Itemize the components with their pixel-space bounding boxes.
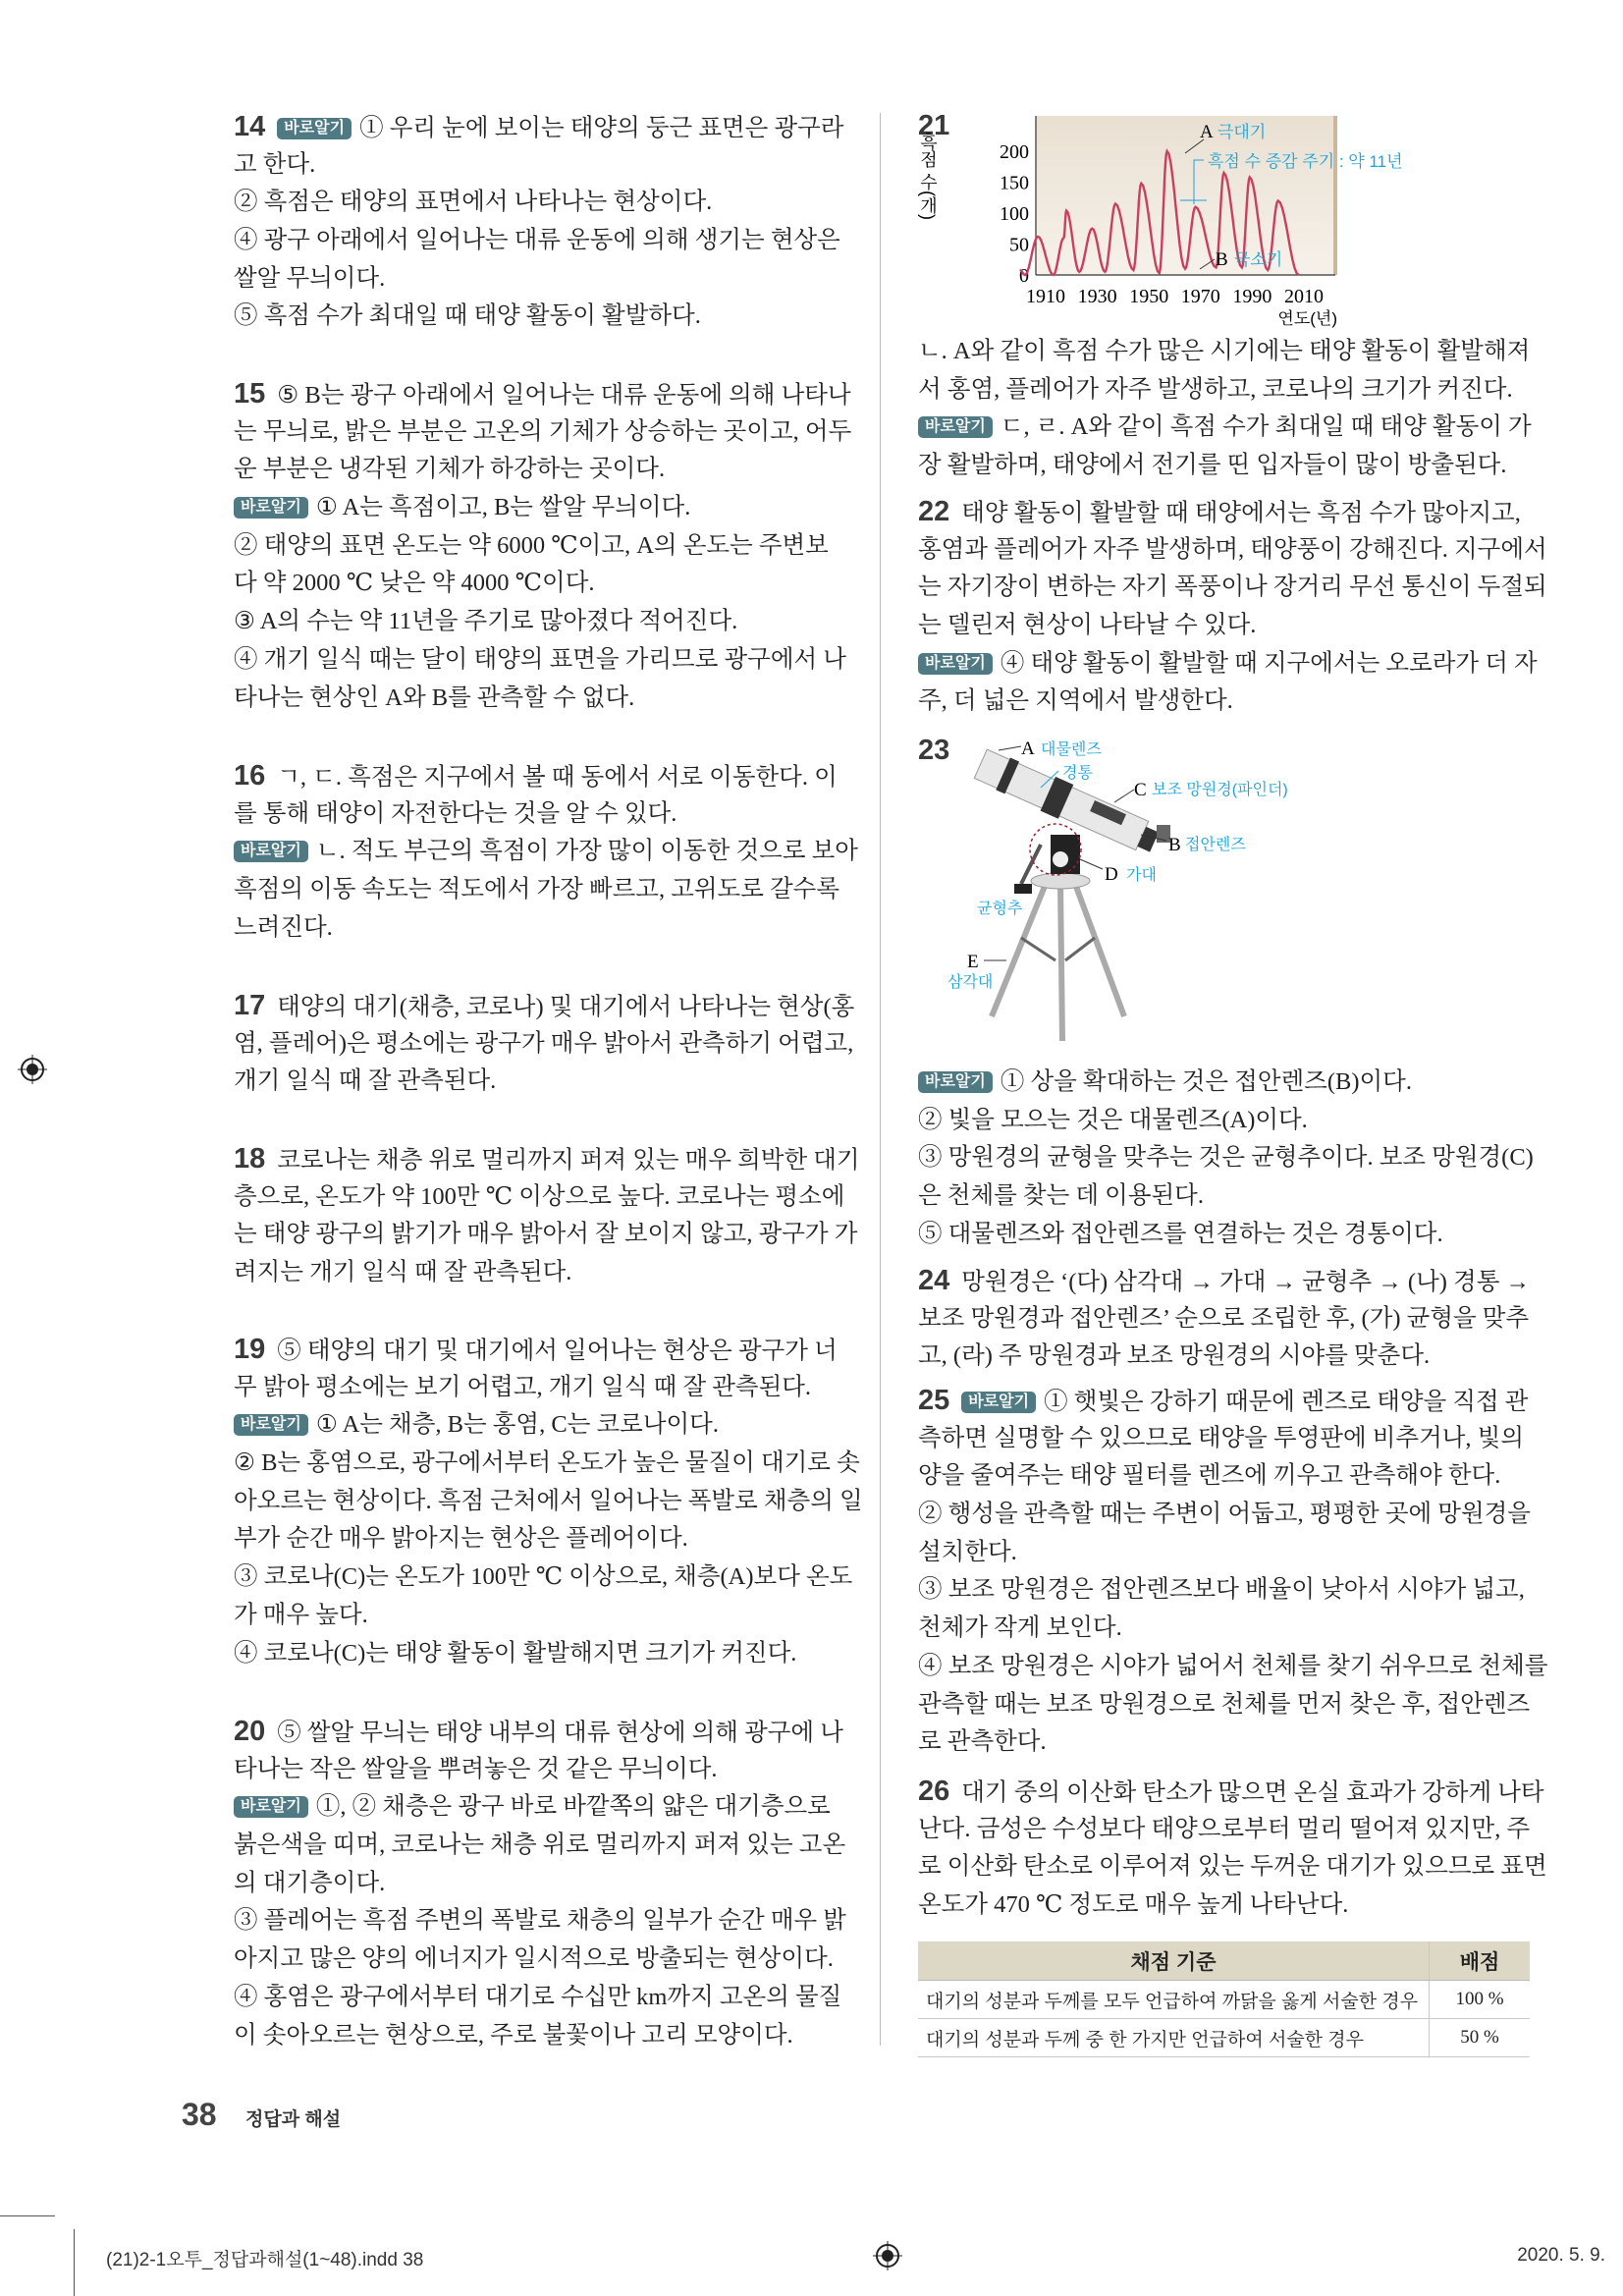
line-text: ⑤ B는 광구 아래에서 일어나는 대류 운동에 의해 나타나	[277, 382, 851, 409]
text-line	[918, 1571, 1532, 1610]
text-line	[918, 531, 1547, 570]
crop-mark	[0, 2215, 55, 2216]
text-line	[234, 833, 858, 871]
x-tick-label: 2010	[1284, 286, 1324, 307]
table-row	[918, 1981, 1530, 2019]
text-line	[234, 2017, 852, 2055]
correction-badge: 바로알기	[918, 416, 993, 438]
answer-18	[234, 1140, 860, 1292]
line-text: 로 관측한다.	[918, 1728, 1047, 1756]
line-text: ㄴ. A와 같이 흑점 수가 많은 시기에는 태양 활동이 활발해져	[918, 338, 1531, 364]
line-text: ② 태양의 표면 온도는 약 6000 ℃이고, A의 온도는 주변보	[234, 531, 829, 559]
text-line	[234, 1865, 852, 1903]
text-line	[918, 1420, 1532, 1458]
text-line	[918, 1064, 1532, 1102]
sunspot-chart	[913, 98, 1463, 334]
line-text: ㄴ. 적도 부근의 흑점이 가장 많이 이동한 것으로 보아	[315, 838, 858, 865]
text-line	[234, 489, 852, 527]
text-line	[918, 1848, 1547, 1886]
line-text: 양을 줄여주는 태양 필터를 렌즈에 끼우고 관측해야 한다.	[918, 1462, 1501, 1490]
correction-badge: 바로알기	[961, 1392, 1036, 1413]
line-text: 측하면 실명할 수 있으므로 태양을 투영판에 비추거나, 빛의	[918, 1424, 1525, 1451]
text-line	[234, 1751, 852, 1789]
line-text: 가 매우 높다.	[234, 1601, 368, 1628]
text-line	[918, 1338, 1532, 1376]
correction-badge: 바로알기	[234, 497, 308, 519]
question-number: 15	[234, 378, 266, 410]
text-line	[234, 1445, 860, 1483]
answer-26	[918, 1773, 1547, 1925]
x-tick-label: 1970	[1180, 286, 1220, 307]
line-text: 흑점의 이동 속도는 적도에서 가장 빠르고, 고위도로 갈수록	[234, 876, 840, 903]
line-text: ⑤ 태양의 대기 및 대기에서 일어나는 현상은 광구가 너	[277, 1338, 838, 1364]
text-line	[918, 683, 1532, 721]
line-text: 온도가 470 ℃ 정도로 매우 높게 나타난다.	[918, 1891, 1349, 1919]
period-label: 흑점 수 증감 주기 : 약 11년	[1208, 152, 1403, 171]
crop-mark	[74, 2229, 75, 2296]
c-pointer	[1114, 790, 1134, 802]
line-text: ① 우리 눈에 보이는 태양의 둥근 표면은 광구라	[359, 115, 844, 141]
answer-17	[234, 987, 855, 1101]
line-text: ② 행성을 관측할 때는 주변이 어둡고, 평평한 곳에 망원경을	[918, 1501, 1531, 1528]
text-line	[234, 1406, 852, 1445]
line-text: 설치한다.	[918, 1538, 1017, 1565]
text-line	[234, 1558, 852, 1597]
line-text: ③ 망원경의 균형을 맞추는 것은 균형추이다. 보조 망원경(C)	[918, 1144, 1534, 1172]
text-line	[918, 607, 1532, 645]
line-text: ② 빛을 모으는 것은 대물렌즈(A)이다.	[918, 1106, 1308, 1133]
y-tick-label: 200	[1000, 141, 1029, 163]
text-line	[234, 1254, 852, 1292]
text-line	[234, 1597, 852, 1635]
correction-badge: 바로알기	[277, 118, 352, 139]
file-slug: (21)2-1오투_정답과해설(1~48).indd 38	[106, 2250, 424, 2270]
text-line	[234, 1713, 852, 1751]
text-line	[234, 298, 852, 336]
question-number: 24	[918, 1265, 950, 1296]
line-text: 는 무늬로, 밝은 부분은 고온의 기체가 상승하는 곳이고, 어두	[234, 417, 852, 445]
line-text: ④ 홍염은 광구에서부터 대기로 수십만 km까지 고온의 물질	[234, 1983, 842, 2010]
correction-badge: 바로알기	[918, 1071, 993, 1093]
question-number: 16	[234, 760, 266, 792]
line-text: 타나는 작은 쌀알을 뿌려놓은 것 같은 무늬이다.	[234, 1755, 718, 1782]
text-line	[234, 527, 852, 566]
text-line	[234, 757, 852, 795]
text-line	[234, 108, 852, 146]
text-line	[234, 222, 852, 260]
text-line	[918, 1648, 1548, 1686]
text-line	[234, 603, 852, 641]
page-number: 38	[182, 2097, 217, 2132]
line-text: ⑤ 흑점 수가 최대일 때 태양 활동이 활발하다.	[234, 302, 701, 330]
text-line	[234, 641, 852, 680]
question-number: 26	[918, 1776, 950, 1807]
text-line	[234, 1178, 852, 1217]
answer-21-number: 21	[918, 110, 950, 141]
line-text: 이 솟아오르는 현상으로, 주로 불꽃이나 고리 모양이다.	[234, 2021, 793, 2049]
header-points: 배점	[1430, 1941, 1531, 1981]
line-text: 고 한다.	[234, 150, 316, 178]
counterweight-label: 균형추	[977, 901, 1023, 917]
line-text: 염, 플레어)은 평소에는 광구가 매우 밝아서 관측하기 어렵고,	[234, 1029, 854, 1057]
tripod-label: 삼각대	[947, 974, 994, 991]
question-number: 14	[234, 111, 266, 142]
print-date: 2020. 5. 9.	[1517, 2245, 1605, 2266]
text-line	[234, 260, 852, 299]
text-line	[234, 987, 855, 1025]
line-text: 무 밝아 평소에는 보기 어렵고, 개기 일식 때 잘 관측된다.	[234, 1373, 812, 1400]
text-line	[234, 146, 852, 185]
line-text: ④ 코로나(C)는 태양 활동이 활발해지면 크기가 커진다.	[234, 1639, 797, 1667]
x-tick-label: 1950	[1129, 286, 1169, 307]
line-text: 장 활발하며, 태양에서 전기를 띤 입자들이 많이 방출된다.	[918, 452, 1507, 479]
criteria-cell: 대기의 성분과 두께를 모두 언급하여 까닭을 옳게 서술한 경우	[918, 1981, 1430, 2019]
answer-23-number: 23	[918, 735, 950, 766]
line-text: ㄱ, ㄷ. 흑점은 지구에서 볼 때 동에서 서로 이동한다. 이	[277, 764, 838, 791]
text-line	[918, 1139, 1532, 1177]
text-line	[234, 1827, 852, 1865]
line-text: 로 이산화 탄소로 이루어져 있는 두꺼운 대기가 있으므로 표면	[918, 1853, 1547, 1881]
text-line	[234, 1063, 852, 1101]
tripod-head	[1031, 873, 1090, 889]
text-line	[234, 909, 852, 948]
y-tick-label: 50	[1009, 234, 1029, 256]
scoring-table	[918, 1941, 1530, 2057]
text-line	[918, 1610, 1532, 1648]
line-text: ② 흑점은 태양의 표면에서 나타나는 현상이다.	[234, 189, 713, 216]
text-line	[918, 493, 1532, 531]
text-line	[918, 333, 1532, 371]
line-text: 태양 활동이 활발할 때 태양에서는 흑점 수가 많아지고,	[961, 500, 1521, 526]
text-line	[234, 451, 852, 489]
mount-label: 가대	[1126, 867, 1157, 884]
points-cell: 100 %	[1430, 1981, 1531, 2019]
y-tick-label: 100	[1000, 203, 1029, 225]
answer-21	[918, 333, 1532, 485]
x-tick-label: 1990	[1232, 286, 1272, 307]
y-tick-label: 150	[1000, 172, 1029, 194]
d-pointer	[1080, 859, 1103, 869]
line-text: 타나는 현상인 A와 B를 관측할 수 없다.	[234, 683, 635, 711]
line-text: 는 자기장이 변하는 자기 폭풍이나 장거리 무선 통신이 두절되	[918, 574, 1547, 601]
points-cell: 50 %	[1430, 2019, 1531, 2057]
line-text: ② B는 홍염으로, 광구에서부터 온도가 높은 물질이 대기로 솟	[234, 1449, 860, 1477]
x-tick-label: 1930	[1077, 286, 1117, 307]
a-letter: A	[1200, 122, 1214, 142]
text-line	[918, 1811, 1532, 1849]
line-text: ⑤ 쌀알 무늬는 태양 내부의 대류 현상에 의해 광구에 나	[277, 1720, 843, 1746]
line-text: 난다. 금성은 수성보다 태양으로부터 멀리 떨어져 있지만, 주	[918, 1815, 1531, 1842]
a-letter: A	[1021, 738, 1035, 759]
line-text: ③ 코로나(C)는 온도가 100만 ℃ 이상으로, 채층(A)보다 온도	[234, 1563, 853, 1591]
line-text: 느려진다.	[234, 913, 333, 941]
question-number: 22	[918, 496, 950, 527]
line-text: 의 대기층이다.	[234, 1869, 386, 1896]
text-line	[918, 1177, 1532, 1216]
line-text: 태양의 대기(채층, 코로나) 및 대기에서 나타나는 현상(홍	[277, 994, 855, 1020]
text-line	[234, 871, 852, 909]
question-number: 20	[234, 1716, 266, 1747]
registration-mark-icon	[873, 2241, 902, 2270]
e-letter: E	[967, 952, 979, 972]
tube-label: 경통	[1062, 765, 1093, 782]
line-text: 홍염과 플레어가 자주 발생하며, 태양풍이 강해진다. 지구에서	[918, 535, 1547, 563]
line-text: ① 햇빛은 강하기 때문에 렌즈로 태양을 직접 관	[1044, 1389, 1529, 1415]
line-text: ①, ② 채층은 광구 바로 바깥쪽의 얇은 대기층으로	[315, 1793, 831, 1821]
answer-19	[234, 1331, 863, 1672]
line-text: 운 부분은 냉각된 기체가 하강하는 곳이다.	[234, 456, 666, 483]
answer-23	[918, 1064, 1532, 1253]
eyepiece-label: 접안렌즈	[1185, 837, 1246, 853]
column-divider	[880, 113, 881, 2046]
line-text: 관측할 때는 보조 망원경으로 천체를 먼저 찾은 후, 접안렌즈	[918, 1690, 1531, 1718]
x-axis-label: 연도(년)	[1277, 309, 1337, 328]
answer-24	[918, 1262, 1532, 1376]
line-text: 려지는 개기 일식 때 잘 관측된다.	[234, 1259, 572, 1286]
line-text: 다 약 2000 ℃ 낮은 약 4000 ℃이다.	[234, 570, 595, 597]
line-text: ③ 보조 망원경은 접안렌즈보다 배율이 낮아서 시야가 넓고,	[918, 1576, 1525, 1604]
plot-edge	[1333, 116, 1337, 275]
correction-badge: 바로알기	[918, 653, 993, 675]
table-row	[918, 2019, 1530, 2057]
line-text: 서 홍염, 플레어가 자주 발생하고, 코로나의 크기가 커진다.	[918, 375, 1513, 403]
x-tick-label: 1910	[1026, 286, 1065, 307]
counterweight	[1014, 884, 1032, 894]
text-line	[918, 1382, 1532, 1420]
correction-badge: 바로알기	[234, 1796, 308, 1818]
text-line	[918, 1886, 1532, 1925]
text-line	[918, 569, 1547, 607]
line-text: 망원경은 ‘(다) 삼각대 → 가대 → 균형추 → (나) 경통 →	[961, 1269, 1530, 1295]
text-line	[918, 1534, 1532, 1572]
text-line	[234, 795, 852, 834]
text-line	[234, 565, 852, 603]
line-text: ③ A의 수는 약 11년을 주기로 많아졌다 적어진다.	[234, 608, 738, 635]
line-text: 천체가 작게 보인다.	[918, 1614, 1122, 1642]
text-line	[918, 1457, 1532, 1496]
text-line	[918, 371, 1532, 410]
text-line	[234, 184, 852, 222]
text-line	[234, 375, 852, 413]
criteria-cell: 대기의 성분과 두께 중 한 가지만 언급하여 서술한 경우	[918, 2019, 1430, 2057]
answer-15	[234, 375, 852, 717]
line-text: 코로나는 채층 위로 멀리까지 퍼져 있는 매우 희박한 대기	[277, 1147, 860, 1174]
text-line	[234, 680, 852, 718]
b-letter: B	[1216, 249, 1228, 270]
a-pointer	[999, 746, 1021, 750]
text-line	[234, 1216, 858, 1254]
line-text: ④ 보조 망원경은 시야가 넓어서 천체를 찾기 쉬우므로 천체를	[918, 1652, 1548, 1679]
correction-badge: 바로알기	[234, 1414, 308, 1436]
line-text: 아지고 많은 양의 에너지가 일시적으로 방출되는 현상이다.	[234, 1945, 834, 1973]
line-text: 은 천체를 찾는 데 이용된다.	[918, 1182, 1204, 1210]
line-text: ④ 개기 일식 때는 달이 태양의 표면을 가리므로 광구에서 나	[234, 645, 846, 673]
text-line	[234, 1979, 852, 2017]
text-line	[918, 1773, 1544, 1811]
text-line	[234, 1902, 852, 1941]
text-line	[234, 1520, 852, 1558]
text-line	[918, 1686, 1532, 1724]
d-letter: D	[1105, 864, 1118, 885]
text-line	[918, 1262, 1532, 1300]
question-number: 25	[918, 1385, 950, 1416]
telescope-diagram	[913, 727, 1325, 1051]
answer-20	[234, 1713, 852, 2054]
a-label: 극대기	[1217, 123, 1267, 141]
line-text: 주, 더 넓은 지역에서 발생한다.	[918, 687, 1233, 715]
text-line	[234, 413, 852, 452]
line-text: ⑤ 대물렌즈와 접안렌즈를 연결하는 것은 경통이다.	[918, 1220, 1443, 1247]
line-text: 층으로, 온도가 약 100만 ℃ 이상으로 높다. 코로나는 평소에	[234, 1182, 845, 1210]
answer-22	[918, 493, 1547, 721]
registration-mark-icon	[18, 1055, 47, 1084]
y-axis-label: 흑점 수(개)	[918, 133, 938, 220]
text-line	[918, 1102, 1532, 1140]
line-text: ① A는 흑점이고, B는 쌀알 무늬이다.	[315, 494, 691, 521]
text-line	[234, 1025, 852, 1064]
line-text: 개기 일식 때 잘 관측된다.	[234, 1067, 497, 1095]
y-tick-label: 0	[1019, 265, 1029, 287]
text-line	[234, 1941, 852, 1979]
line-text: 는 태양 광구의 밝기가 매우 밝아서 잘 보이지 않고, 광구가 가	[234, 1221, 858, 1248]
text-line	[234, 1369, 852, 1407]
b-label: 극소기	[1234, 250, 1283, 269]
text-line	[918, 1216, 1532, 1254]
line-text: ③ 플레어는 흑점 주변의 폭발로 채층의 일부가 순간 매우 밝	[234, 1907, 846, 1935]
finder-label: 보조 망원경(파인더)	[1152, 782, 1288, 798]
c-letter: C	[1134, 780, 1147, 800]
text-line	[234, 1140, 860, 1178]
text-line	[918, 409, 1532, 447]
line-text: 를 통해 태양이 자전한다는 것을 알 수 있다.	[234, 799, 677, 827]
text-line	[234, 1331, 852, 1369]
section-label: 정답과 해설	[245, 2109, 342, 2130]
text-line	[918, 447, 1532, 485]
question-number: 17	[234, 990, 266, 1021]
header-criteria: 채점 기준	[918, 1941, 1430, 1981]
text-line	[918, 1300, 1532, 1339]
text-line	[234, 1483, 863, 1521]
line-text: 는 델린저 현상이 나타날 수 있다.	[918, 612, 1257, 639]
text-line	[918, 1723, 1532, 1762]
line-text: ① 상을 확대하는 것은 접안렌즈(B)이다.	[1000, 1068, 1412, 1095]
answer-25	[918, 1382, 1548, 1762]
text-line	[234, 1788, 852, 1827]
line-text: 보조 망원경과 접안렌즈’ 순으로 조립한 후, (가) 균형을 맞추	[918, 1304, 1530, 1332]
line-text: 아오르는 현상이다. 흑점 근처에서 일어나는 폭발로 채층의 일	[234, 1487, 863, 1514]
answer-16	[234, 757, 858, 947]
line-text: 쌀알 무늬이다.	[234, 264, 386, 292]
text-line	[918, 645, 1538, 683]
line-text: 고, (라) 주 망원경과 보조 망원경의 시야를 맞춘다.	[918, 1342, 1431, 1370]
question-number: 18	[234, 1143, 266, 1175]
line-text: ㄷ, ㄹ. A와 같이 흑점 수가 최대일 때 태양 활동이 가	[1000, 413, 1532, 441]
line-text: 붉은색을 띠며, 코로나는 채층 위로 멀리까지 퍼져 있는 고온	[234, 1831, 846, 1859]
text-line	[918, 1496, 1532, 1534]
mount-knob	[1053, 851, 1068, 867]
line-text: ④ 태양 활동이 활발할 때 지구에서는 오로라가 더 자	[1000, 649, 1538, 677]
b-letter: B	[1168, 835, 1181, 855]
question-number: 19	[234, 1334, 266, 1365]
line-text: 부가 순간 매우 밝아지는 현상은 플레어이다.	[234, 1525, 688, 1553]
line-text: 대기 중의 이산화 탄소가 많으면 온실 효과가 강하게 나타	[961, 1779, 1544, 1806]
text-line	[234, 1635, 852, 1673]
correction-badge: 바로알기	[234, 841, 308, 862]
objective-lens-label: 대물렌즈	[1041, 741, 1102, 758]
answer-14	[234, 108, 852, 336]
line-text: ① A는 채층, B는 홍염, C는 코로나이다.	[315, 1411, 719, 1439]
line-text: ④ 광구 아래에서 일어나는 대류 운동에 의해 생기는 현상은	[234, 227, 840, 254]
